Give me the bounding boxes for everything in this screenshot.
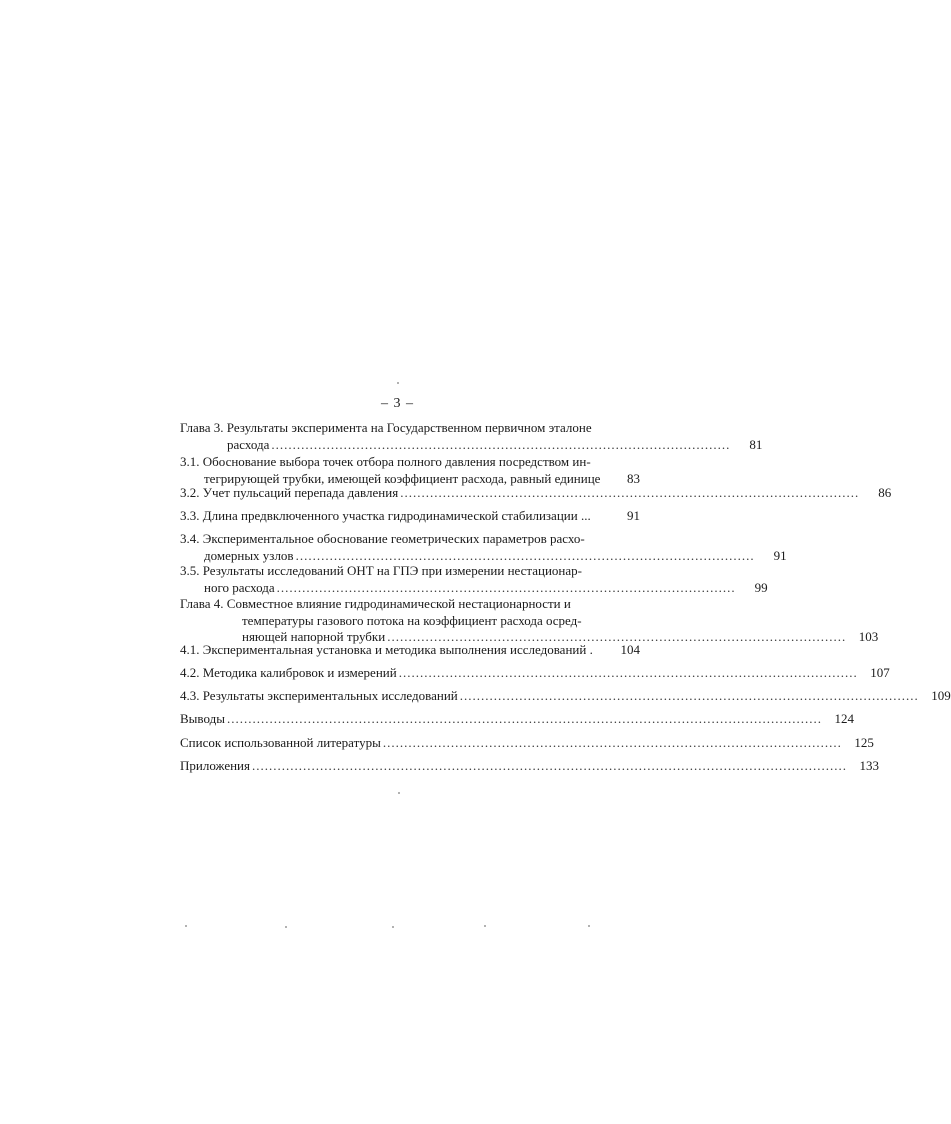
toc-page-number: 81 xyxy=(749,436,763,452)
toc-entry-text: няющей напорной трубки xyxy=(242,629,386,644)
dot-leader: ............................................................................................................ xyxy=(295,547,755,563)
toc-entry-text: расхода xyxy=(227,436,270,452)
toc-entry-conclusions[interactable] xyxy=(180,711,854,728)
toc-entry-text: 3.1. Обоснование выбора точек отбора полного давления посредством ин- xyxy=(180,454,591,469)
toc-entry-text: Выводы xyxy=(180,711,225,726)
toc-page-number: 107 xyxy=(870,665,890,680)
toc-page-number: 91 xyxy=(627,508,640,523)
toc-entry-4-1[interactable] xyxy=(180,642,640,659)
scan-speck xyxy=(285,926,287,928)
toc-entry-3-1[interactable] xyxy=(180,454,640,487)
toc-entry-3-3[interactable] xyxy=(180,508,640,525)
scan-speck xyxy=(588,925,590,927)
toc-entry-text: 4.1. Экспериментальная установка и методика выполнения исследований . xyxy=(180,642,593,657)
toc-entry-3-2[interactable] xyxy=(180,485,892,502)
toc-page-number: 109 xyxy=(931,688,951,703)
toc-page-number: 83 xyxy=(627,470,640,486)
toc-entry-chapter-4[interactable] xyxy=(180,596,879,646)
toc-entry-text: Приложения xyxy=(180,758,250,773)
toc-entry-text: 3.5. Результаты исследований ОНТ на ГПЭ при измерении нестационар- xyxy=(180,563,582,578)
toc-entry-references[interactable] xyxy=(180,735,874,752)
dot-leader: ............................................................................................................ xyxy=(387,629,847,644)
dot-leader: ............................................................................................................ xyxy=(459,688,919,703)
toc-page-number: 133 xyxy=(859,758,879,773)
toc-page-number: 124 xyxy=(834,711,854,726)
toc-entry-text: Глава 4. Совместное влияние гидродинамической нестационарности и xyxy=(180,596,571,611)
toc-entry-text: Глава 3. Результаты эксперимента на Государственном первичном эталоне xyxy=(180,420,592,435)
toc-entry-text: Список использованной литературы xyxy=(180,735,381,750)
toc-page-number: 86 xyxy=(878,485,892,500)
scan-speck xyxy=(392,926,394,928)
toc-entry-3-5[interactable] xyxy=(180,563,768,596)
toc-page-number: 91 xyxy=(773,547,787,563)
toc-entry-3-4[interactable] xyxy=(180,531,787,564)
toc-entry-text: 4.3. Результаты экспериментальных исследований xyxy=(180,688,458,703)
toc-page-number: 125 xyxy=(854,735,874,750)
toc-entry-4-3[interactable] xyxy=(180,688,951,705)
toc-entry-text: 4.2. Методика калибровок и измерений xyxy=(180,665,397,680)
scan-speck xyxy=(398,792,400,794)
dot-leader: ............................................................................................................ xyxy=(382,735,842,750)
scan-speck xyxy=(484,925,486,927)
dot-leader: ............................................................................................................ xyxy=(271,436,731,452)
dot-leader: ............................................................................................................................................ xyxy=(251,758,847,773)
page-number: – 3 – xyxy=(381,396,414,411)
toc-entry-text: тегрирующей трубки, имеющей коэффициент расхода, равный единице xyxy=(204,470,601,486)
toc-entry-text: 3.4. Экспериментальное обоснование геометрических параметров расхо- xyxy=(180,531,585,546)
scan-speck xyxy=(185,925,187,927)
dot-leader: ............................................................................................................ xyxy=(276,579,736,595)
toc-entry-text: домерных узлов xyxy=(204,547,294,563)
toc-entry-appendices[interactable] xyxy=(180,758,879,775)
toc-entry-text: 3.2. Учет пульсаций перепада давления xyxy=(180,485,399,500)
toc-page-number: 99 xyxy=(754,579,768,595)
toc-entry-text: 3.3. Длина предвключенного участка гидродинамической стабилизации ... xyxy=(180,508,591,523)
toc-entry-chapter-3[interactable] xyxy=(180,420,763,453)
dot-leader: ............................................................................................................ xyxy=(398,665,858,680)
scan-speck xyxy=(397,382,399,384)
dot-leader: ............................................................................................................................................ xyxy=(226,711,822,726)
toc-entry-text: температуры газового потока на коэффициент расхода осред- xyxy=(242,612,582,628)
toc-entry-text: ного расхода xyxy=(204,579,275,595)
toc-page-number: 103 xyxy=(858,629,879,644)
toc-entry-4-2[interactable] xyxy=(180,665,890,682)
toc-page-number: 104 xyxy=(620,642,640,657)
dot-leader: ............................................................................................................ xyxy=(400,485,860,500)
